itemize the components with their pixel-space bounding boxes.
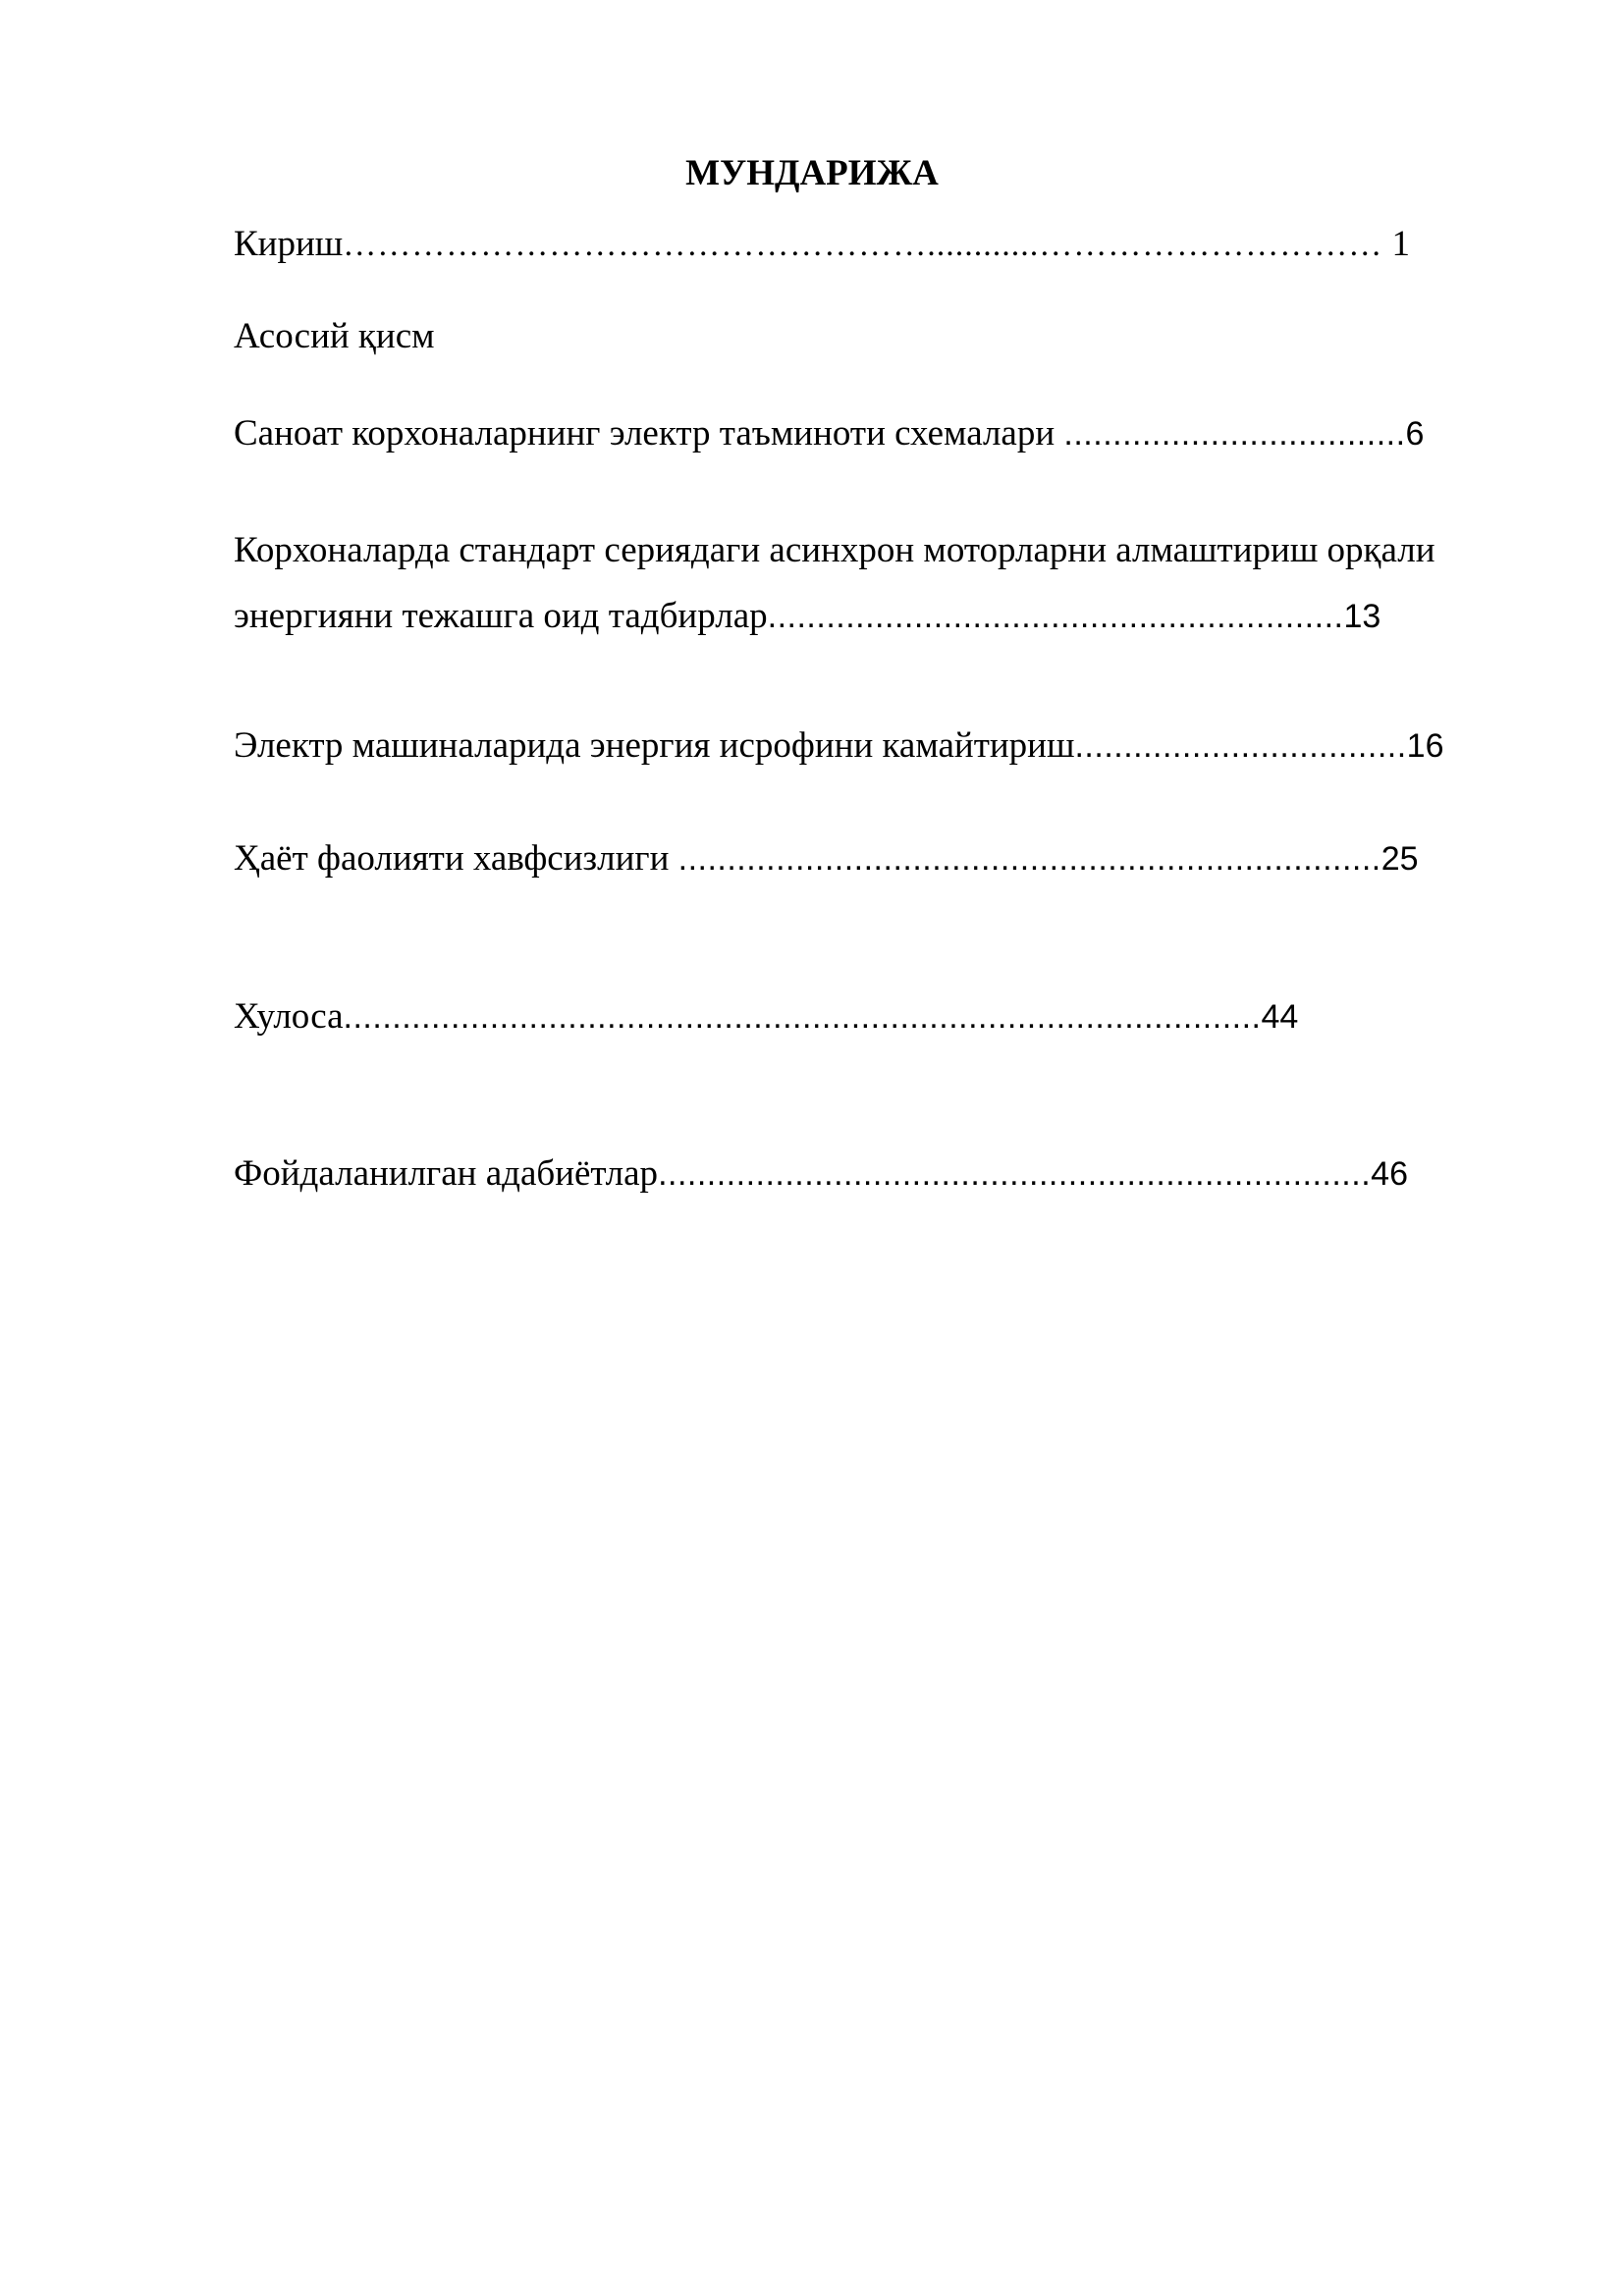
toc-leader-dots: ......................................................................... bbox=[658, 1155, 1372, 1193]
toc-entry-life-safety bbox=[234, 835, 1419, 882]
toc-entry-text: Асосий қисм bbox=[234, 316, 435, 356]
toc-leader-dots: .................................. bbox=[1074, 727, 1407, 765]
toc-entry-text: энергияни тежашга оид тадбирлар bbox=[234, 596, 768, 636]
toc-page-number: 44 bbox=[1261, 998, 1299, 1036]
toc-entry-text: Электр машиналарида энергия исрофини камайтириш bbox=[234, 725, 1075, 766]
toc-entry-text: Кириш bbox=[234, 224, 344, 264]
toc-leader-dots: ........................................................... bbox=[767, 598, 1344, 635]
toc-title: МУНДАРИЖА bbox=[685, 153, 939, 193]
toc-page-number: 16 bbox=[1406, 727, 1444, 765]
toc-page-number: 46 bbox=[1371, 1155, 1408, 1193]
toc-section-heading bbox=[234, 313, 435, 360]
toc-leader-dots: ................................... bbox=[1063, 415, 1406, 453]
toc-leader-dots: ……………………………………………............………………………… bbox=[343, 227, 1383, 263]
toc-entry-references bbox=[234, 1150, 1408, 1198]
toc-entry-text: Фойдаланилган адабиётлар bbox=[234, 1153, 659, 1194]
toc-entry-text: Саноат корхоналарнинг электр таъминоти схемалари bbox=[234, 413, 1064, 454]
toc-entry-power-supply-schemes bbox=[234, 410, 1424, 457]
toc-entry-text: Корхоналарда стандарт сериядаги асинхрон моторларни алмаштириш орқали bbox=[234, 530, 1435, 570]
toc-entry-motor-replacement-line2 bbox=[234, 593, 1380, 640]
toc-page-number: 13 bbox=[1343, 598, 1381, 635]
toc-entry-text: Ҳаёт фаолияти хавфсизлиги bbox=[234, 838, 678, 879]
toc-entry-introduction bbox=[234, 221, 1410, 269]
toc-page-number: 25 bbox=[1380, 840, 1419, 878]
toc-leader-dots: .............................................................................................. bbox=[343, 998, 1262, 1036]
toc-page-number: 1 bbox=[1382, 224, 1411, 264]
toc-page-number: 6 bbox=[1405, 415, 1425, 453]
toc-leader-dots: ........................................................................ bbox=[677, 840, 1381, 878]
toc-entry-conclusion bbox=[234, 993, 1298, 1041]
toc-entry-energy-losses bbox=[234, 722, 1444, 770]
toc-entry-motor-replacement-line1 bbox=[234, 527, 1435, 574]
toc-entry-text: Хулоса bbox=[234, 996, 344, 1037]
